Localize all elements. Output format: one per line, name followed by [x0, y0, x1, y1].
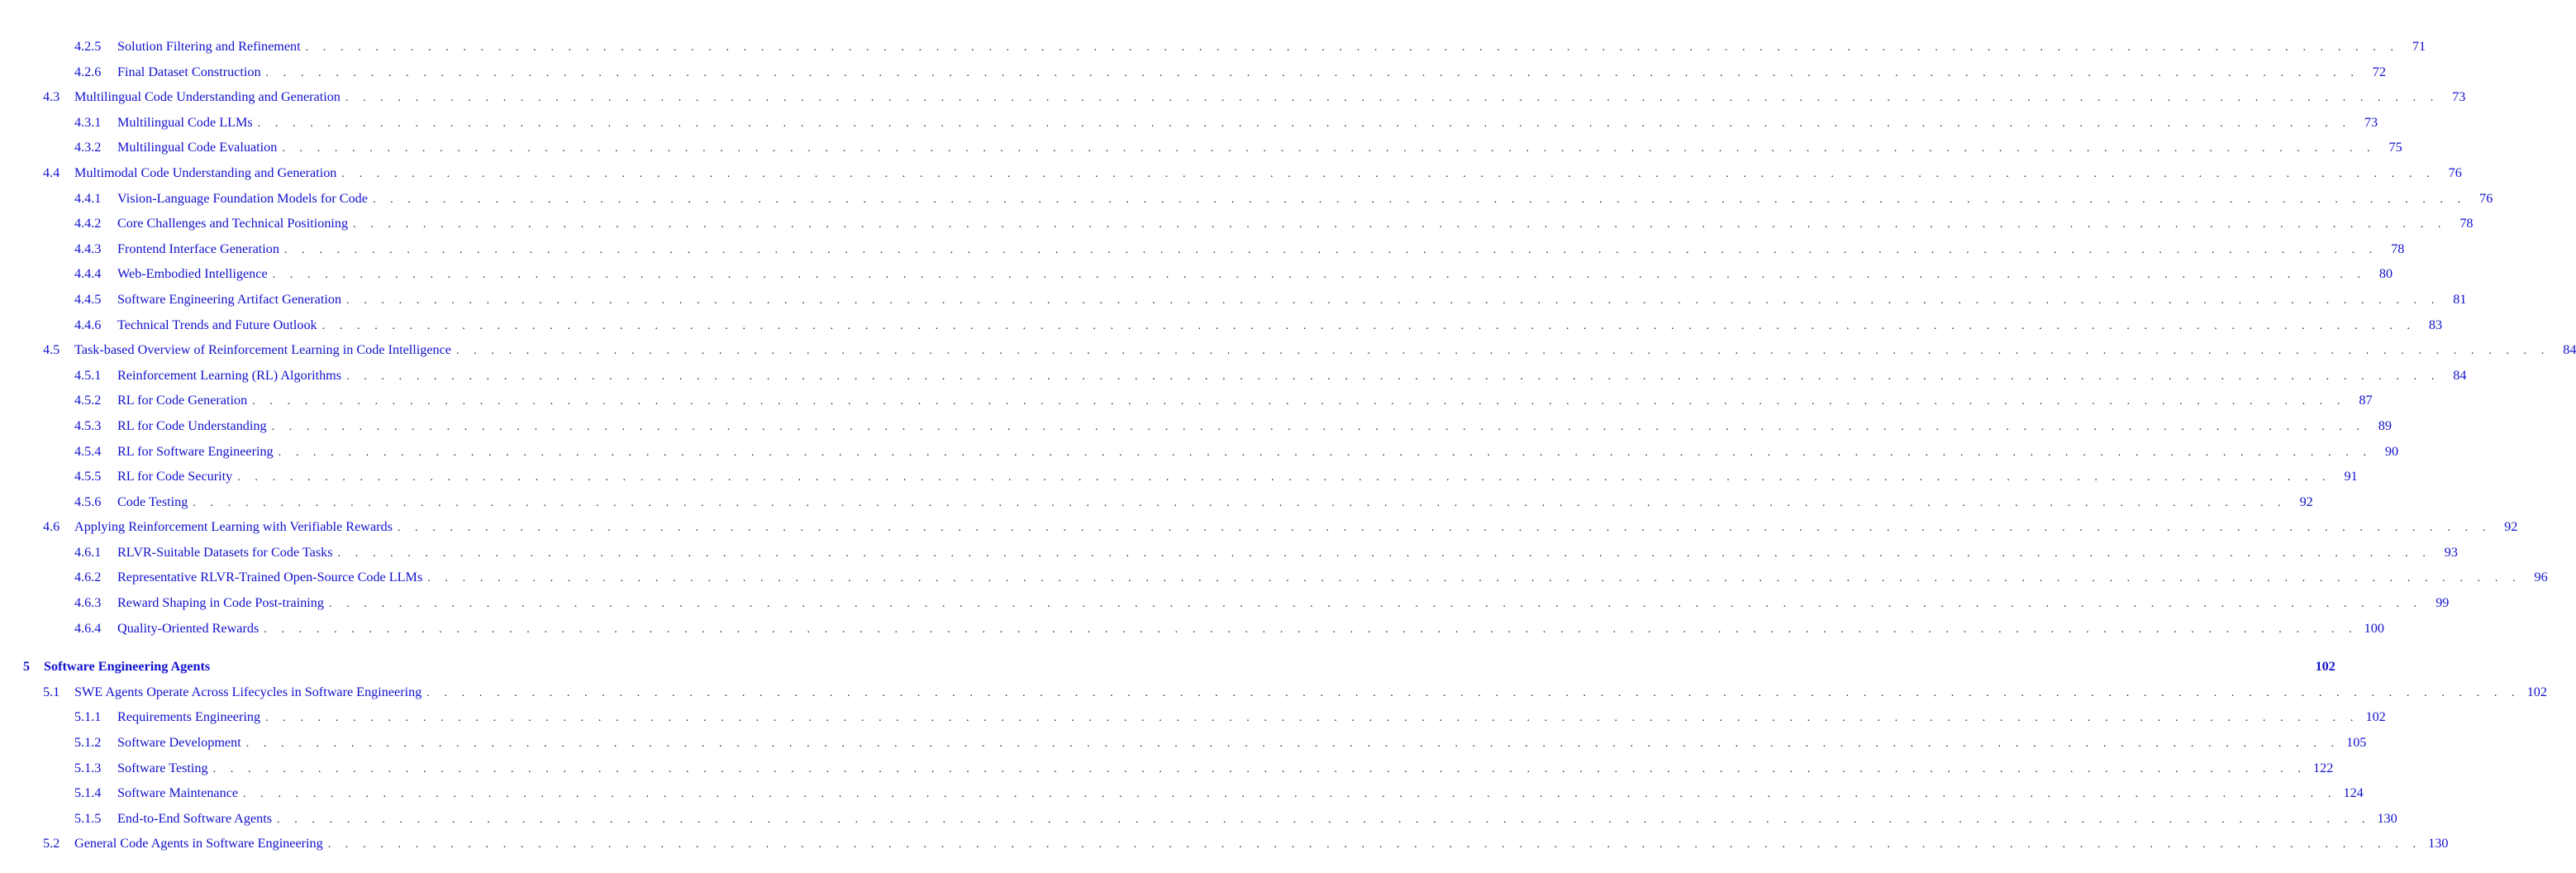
toc-entry-row[interactable] — [117, 186, 2493, 213]
leader-dots: . . . . . . . . . . . . . . . . . . . . . . . . . . . . . . . . . . . . . . . . . . . . . . . . . . . . . . . . . . . . . . . . . . . . . . . . . . . . . . . . . . . . . . . . . . . . . . . . . . . . . . . . . . . . . . . . . . . . . . . . — [328, 598, 2423, 611]
toc-entry-row[interactable] — [117, 261, 2393, 289]
toc-entry-number[interactable]: 4.5.5 — [74, 469, 102, 484]
toc-entry[interactable] — [0, 261, 2393, 287]
toc-entry[interactable] — [0, 211, 2474, 236]
leader-dots: . . . . . . . . . . . . . . . . . . . . . . . . . . . . . . . . . . . . . . . . . . . . . . . . . . . . . . . . . . . . . . . . . . . . . . . . . . . . . . . . . . . . . . . . . . . . . . . . . . . . . . . . . . . . . . . . . . . . . . . . — [278, 446, 2373, 459]
toc-entry-number[interactable]: 4.4.4 — [74, 266, 102, 282]
toc-entry-page[interactable]: 102 — [2365, 709, 2386, 725]
toc-entry-row[interactable] — [44, 654, 2336, 681]
toc-entry-number[interactable]: 4.4 — [43, 165, 60, 180]
toc-entry-page[interactable]: 73 — [2364, 114, 2378, 130]
toc-entry-row[interactable] — [117, 565, 2548, 592]
toc-entry-page[interactable]: 84 — [2453, 367, 2467, 383]
leader-dots: . . . . . . . . . . . . . . . . . . . . . . . . . . . . . . . . . . . . . . . . . . . . . . . . . . . . . . . . . . . . . . . . . . . . . . . . . . . . . . . . . . . . . . . . . . . . . . . . . . . . . . . . . . . . . . . . . . . . . . . . — [346, 293, 2440, 307]
toc-entry-title[interactable]: Reward Shaping in Code Post-training — [117, 590, 329, 616]
toc-entry-number[interactable]: 5.1.5 — [74, 810, 102, 826]
toc-entry-row[interactable] — [117, 363, 2467, 390]
toc-entry[interactable] — [0, 514, 2518, 540]
toc-entry-title[interactable]: Software Maintenance — [117, 780, 243, 806]
toc-entry-title[interactable]: Software Engineering Agents — [44, 654, 215, 680]
toc-entry-page[interactable]: 84 — [2563, 342, 2576, 358]
toc-entry[interactable] — [0, 730, 2367, 756]
toc-entry-number[interactable]: 4.6.3 — [74, 595, 102, 611]
toc-entry-number[interactable]: 5.1.1 — [74, 709, 102, 725]
toc-entry[interactable] — [0, 540, 2458, 565]
toc-entry-number[interactable]: 4.4.2 — [74, 216, 102, 231]
toc-entry-title[interactable]: Software Development — [117, 730, 246, 756]
leader-dots: . . . . . . . . . . . . . . . . . . . . . . . . . . . . . . . . . . . . . . . . . . . . . . . . . . . . . . . . . . . . . . . . . . . . . . . . . . . . . . . . . . . . . . . . . . . . . . . . . . . . . . . . . . . . . . . . . . . . . . . . — [353, 218, 2447, 231]
toc-entry-row[interactable] — [117, 110, 2378, 137]
toc-entry-page[interactable]: 75 — [2388, 140, 2402, 155]
leader-dots: . . . . . . . . . . . . . . . . . . . . . . . . . . . . . . . . . . . . . . . . . . . . . . . . . . . . . . . . . . . . . . . . . . . . . . . . . . . . . . . . . . . . . . . . . . . . . . . . . . . . . . . . . . . . . . . . . . . . . . . . — [265, 712, 2359, 725]
leader-dots: . . . . . . . . . . . . . . . . . . . . . . . . . . . . . . . . . . . . . . . . . . . . . . . . . . . . . . . . . . . . . . . . . . . . . . . . . . . . . . . . . . . . . . . . . . . . . . . . . . . . . . . . . . . . . . . . . . . . . . . . — [426, 686, 2521, 699]
toc-entry[interactable] — [0, 84, 2466, 110]
toc-entry-number[interactable]: 4.2.6 — [74, 64, 102, 79]
leader-dots: . . . . . . . . . . . . . . . . . . . . . . . . . . . . . . . . . . . . . . . . . . . . . . . . . . . . . . . . . . . . . . . . . . . . . . . . . . . . . . . . . . . . . . . . . . . . . . . . . . . . . . . . . . . . . . . . . . . . . . . . — [265, 66, 2359, 79]
toc-entry-row[interactable] — [117, 388, 2373, 415]
toc-entry-number[interactable]: 4.5.1 — [74, 367, 102, 383]
toc-entry[interactable] — [0, 831, 2449, 856]
toc-entry-row[interactable] — [117, 34, 2426, 61]
toc-entry-row[interactable] — [117, 464, 2358, 491]
toc-entry-title[interactable]: Representative RLVR-Trained Open-Source Code LLMs — [117, 565, 427, 590]
toc-entry[interactable] — [0, 34, 2426, 60]
toc-entry-page[interactable]: 105 — [2346, 735, 2367, 751]
toc-entry-row[interactable] — [117, 806, 2397, 833]
toc-entry-number[interactable]: 4.5 — [43, 342, 60, 358]
toc-entry-number[interactable]: 4.6.1 — [74, 544, 102, 560]
toc-entry-title[interactable]: Final Dataset Construction — [117, 60, 266, 85]
toc-entry-row[interactable] — [74, 680, 2547, 707]
toc-entry-number[interactable]: 4.4.1 — [74, 190, 102, 206]
toc-entry-row[interactable] — [117, 616, 2384, 643]
toc-entry-number[interactable]: 5.1.3 — [74, 760, 102, 775]
toc-entry-title[interactable]: RL for Code Security — [117, 464, 237, 489]
toc-entry-title[interactable]: Quality-Oriented Rewards — [117, 616, 264, 642]
toc-entry-title[interactable]: RL for Code Generation — [117, 388, 252, 413]
toc-entry-row[interactable] — [117, 590, 2450, 618]
leader-dots: . . . . . . . . . . . . . . . . . . . . . . . . . . . . . . . . . . . . . . . . . . . . . . . . . . . . . . . . . . . . . . . . . . . . . . . . . . . . . . . . . . . . . . . . . . . . . . . . . . . . . . . . . . . . . . . . . . . . . . . . — [193, 496, 2287, 509]
table-of-contents — [0, 34, 2576, 856]
toc-entry[interactable] — [0, 489, 2313, 515]
toc-entry-title[interactable]: End-to-End Software Agents — [117, 806, 277, 832]
leader-dots: . . . . . . . . . . . . . . . . . . . . . . . . . . . . . . . . . . . . . . . . . . . . . . . . . . . . . . . . . . . . . . . . . . . . . . . . . . . . . . . . . . . . . . . . . . . . . . . . . . . . . . . . . . . . . . . . . . . . . . . . — [282, 142, 2376, 155]
toc-entry[interactable] — [0, 110, 2378, 136]
toc-entry-row[interactable] — [74, 514, 2518, 541]
toc-entry-page[interactable]: 89 — [2378, 417, 2392, 433]
toc-entry-page[interactable]: 83 — [2428, 317, 2443, 332]
toc-entry-number[interactable]: 4.6.2 — [74, 570, 102, 585]
leader-dots: . . . . . . . . . . . . . . . . . . . . . . . . . . . . . . . . . . . . . . . . . . . . . . . . . . . . . . . . . . . . . . . . . . . . . . . . . . . . . . . . . . . . . . . . . . . . . . . . . . . . . . . . . . . . . . . . . . . . . . . . — [341, 167, 2436, 180]
toc-entry-row[interactable] — [117, 704, 2386, 732]
toc-entry-title[interactable]: SWE Agents Operate Across Lifecycles in Software Engineering — [74, 680, 426, 705]
toc-entry-row[interactable] — [117, 756, 2334, 783]
leader-dots: . . . . . . . . . . . . . . . . . . . . . . . . . . . . . . . . . . . . . . . . . . . . . . . . . . . . . . . . . . . . . . . . . . . . . . . . . . . . . . . . . . . . . . . . . . . . . . . . . . . . . . . . . . . . . . . . . . . . . . . . — [397, 522, 2492, 535]
toc-entry-title[interactable]: Multilingual Code LLMs — [117, 110, 258, 136]
toc-entry[interactable] — [0, 756, 2334, 781]
leader-dots: . . . . . . . . . . . . . . . . . . . . . . . . . . . . . . . . . . . . . . . . . . . . . . . . . . . . . . . . . . . . . . . . . . . . . . . . . . . . . . . . . . . . . . . . . . . . . . . . . . . . . . . . . . . . . . . . . . . . . . . . — [277, 813, 2371, 826]
toc-entry-page[interactable]: 130 — [2428, 836, 2449, 852]
toc-entry-title[interactable]: Web-Embodied Intelligence — [117, 261, 273, 287]
leader-dots: . . . . . . . . . . . . . . . . . . . . . . . . . . . . . . . . . . . . . . . . . . . . . . . . . . . . . . . . . . . . . . . . . . . . . . . . . . . . . . . . . . . . . . . . . . . . . . . . . . . . . . . . . . . . . . . . . . . . . . . . — [346, 370, 2440, 383]
toc-entry[interactable] — [0, 186, 2493, 212]
toc-entry[interactable] — [0, 565, 2548, 590]
toc-entry-row[interactable] — [117, 135, 2402, 162]
leader-dots: . . . . . . . . . . . . . . . . . . . . . . . . . . . . . . . . . . . . . . . . . . . . . . . . . . . . . . . . . . . . . . . . . . . . . . . . . . . . . . . . . . . . . . . . . . . . . . . . . . . . . . . . . . . . . . . . . . . . . . . . — [345, 92, 2440, 105]
toc-entry-title[interactable]: Task-based Overview of Reinforcement Learning in Code Intelligence — [74, 337, 456, 363]
toc-entry-row[interactable] — [117, 211, 2474, 238]
toc-entry-number[interactable]: 4.3 — [43, 89, 60, 105]
toc-entry-row[interactable] — [117, 287, 2467, 314]
leader-dots: . . . . . . . . . . . . . . . . . . . . . . . . . . . . . . . . . . . . . . . . . . . . . . . . . . . . . . . . . . . . . . . . . . . . . . . . . . . . . . . . . . . . . . . . . . . . . . . . . . . . . . . . . . . . . . . . . . . . . . . . — [327, 838, 2422, 852]
toc-entry-number[interactable]: 5.1.4 — [74, 785, 102, 801]
toc-entry-page[interactable]: 92 — [2299, 494, 2313, 509]
toc-entry-row[interactable] — [74, 831, 2449, 858]
toc-entry-number[interactable]: 4.5.4 — [74, 443, 102, 459]
toc-entry[interactable] — [0, 236, 2405, 262]
section-gap — [0, 641, 601, 654]
leader-dots: . . . . . . . . . . . . . . . . . . . . . . . . . . . . . . . . . . . . . . . . . . . . . . . . . . . . . . . . . . . . . . . . . . . . . . . . . . . . . . . . . . . . . . . . . . . . . . . . . . . . . . . . . . . . . . . . . . . . . . . . — [283, 243, 2378, 256]
leader-dots: . . . . . . . . . . . . . . . . . . . . . . . . . . . . . . . . . . . . . . . . . . . . . . . . . . . . . . . . . . . . . . . . . . . . . . . . . . . . . . . . . . . . . . . . . . . . . . . . . . . . . . . . . . . . . . . . . . . . . . . . — [337, 546, 2431, 560]
toc-entry-page[interactable]: 124 — [2343, 785, 2364, 801]
toc-entry[interactable] — [0, 312, 2443, 338]
toc-entry-title[interactable]: Solution Filtering and Refinement — [117, 34, 306, 60]
toc-entry-title[interactable]: Frontend Interface Generation — [117, 236, 284, 262]
toc-entry[interactable] — [0, 160, 2462, 186]
toc-entry[interactable] — [0, 135, 2402, 160]
toc-entry[interactable] — [0, 680, 2547, 705]
toc-entry-row[interactable] — [117, 489, 2313, 517]
toc-entry-row[interactable] — [117, 780, 2364, 808]
toc-entry-page[interactable]: 73 — [2452, 89, 2466, 105]
toc-entry-row[interactable] — [74, 84, 2466, 112]
toc-entry-row[interactable] — [117, 413, 2392, 441]
toc-entry-page[interactable]: 102 — [2315, 659, 2336, 675]
leader-dots: . . . . . . . . . . . . . . . . . . . . . . . . . . . . . . . . . . . . . . . . . . . . . . . . . . . . . . . . . . . . . . . . . . . . . . . . . . . . . . . . . . . . . . . . . . . . . . . . . . . . . . . . . . . . . . . . . . . . . . . . — [243, 788, 2337, 801]
toc-entry-page[interactable]: 91 — [2344, 469, 2358, 484]
toc-entry-number[interactable]: 4.3.2 — [74, 140, 102, 155]
toc-entry-page[interactable]: 130 — [2377, 810, 2397, 826]
toc-entry[interactable] — [0, 287, 2467, 312]
leader-dots: . . . . . . . . . . . . . . . . . . . . . . . . . . . . . . . . . . . . . . . . . . . . . . . . . . . . . . . . . . . . . . . . . . . . . . . . . . . . . . . . . . . . . . . . . . . . . . . . . . . . . . . . . . . . . . . . . . . . . . . . — [257, 117, 2352, 130]
toc-entry-title[interactable]: Code Testing — [117, 489, 193, 515]
toc-entry-number[interactable]: 5.1.2 — [74, 735, 102, 751]
toc-entry[interactable] — [0, 60, 2386, 85]
toc-entry-row[interactable] — [117, 312, 2443, 340]
toc-entry-page[interactable]: 78 — [2391, 241, 2405, 256]
toc-entry-row[interactable] — [117, 236, 2405, 264]
toc-entry-title[interactable]: RL for Code Understanding — [117, 413, 272, 439]
toc-entry-number[interactable]: 4.5.2 — [74, 393, 102, 408]
toc-entry-row[interactable] — [117, 730, 2367, 757]
toc-entry-page[interactable]: 76 — [2448, 165, 2462, 180]
toc-entry-page[interactable]: 102 — [2526, 684, 2547, 699]
toc-entry-title[interactable]: Software Engineering Artifact Generation — [117, 287, 346, 312]
toc-entry-page[interactable]: 72 — [2372, 64, 2386, 79]
toc-entry-page[interactable]: 80 — [2378, 266, 2393, 282]
toc-entry-number[interactable]: 4.6 — [43, 519, 60, 535]
toc-entry-page[interactable]: 93 — [2444, 544, 2458, 560]
toc-entry[interactable] — [0, 654, 2336, 680]
toc-entry[interactable] — [0, 464, 2358, 489]
toc-entry-title[interactable]: Software Testing — [117, 756, 213, 781]
toc-entry-page[interactable]: 87 — [2359, 393, 2373, 408]
toc-entry-row[interactable] — [117, 540, 2458, 567]
toc-entry[interactable] — [0, 439, 2399, 465]
toc-entry-title[interactable]: Requirements Engineering — [117, 704, 265, 730]
toc-entry[interactable] — [0, 616, 2384, 642]
toc-entry-page[interactable]: 78 — [2459, 216, 2474, 231]
toc-entry-title[interactable]: RL for Software Engineering — [117, 439, 279, 465]
toc-entry-title[interactable]: Core Challenges and Technical Positioning — [117, 211, 353, 236]
toc-entry-number[interactable]: 4.4.3 — [74, 241, 102, 256]
toc-entry-number[interactable]: 4.4.6 — [74, 317, 102, 332]
toc-entry-page[interactable]: 92 — [2504, 519, 2518, 535]
toc-entry[interactable] — [0, 806, 2397, 832]
toc-entry-number[interactable]: 4.5.3 — [74, 417, 102, 433]
toc-entry-number[interactable]: 4.3.1 — [74, 114, 102, 130]
toc-entry-title[interactable]: Multilingual Code Understanding and Generation — [74, 84, 345, 110]
toc-entry[interactable] — [0, 388, 2373, 413]
toc-entry[interactable] — [0, 780, 2364, 806]
toc-entry-title[interactable]: General Code Agents in Software Engineering — [74, 831, 328, 856]
toc-entry[interactable] — [0, 590, 2450, 616]
toc-entry-title[interactable]: Technical Trends and Future Outlook — [117, 312, 322, 338]
toc-entry-number[interactable]: 5.1 — [43, 684, 60, 699]
leader-dots: . . . . . . . . . . . . . . . . . . . . . . . . . . . . . . . . . . . . . . . . . . . . . . . . . . . . . . . . . . . . . . . . . . . . . . . . . . . . . . . . . . . . . . . . . . . . . . . . . . . . . . . . . . . . . . . . . . . . . . . . — [305, 41, 2400, 54]
toc-entry-page[interactable]: 99 — [2436, 595, 2450, 611]
toc-entry-row[interactable] — [117, 439, 2399, 466]
leader-dots: . . . . . . . . . . . . . . . . . . . . . . . . . . . . . . . . . . . . . . . . . . . . . . . . . . . . . . . . . . . . . . . . . . . . . . . . . . . . . . . . . . . . . . . . . . . . . . . . . . . . . . . . . . . . . . . . . . . . . . . . — [272, 269, 2367, 282]
toc-entry-page[interactable]: 90 — [2384, 443, 2399, 459]
toc-entry-number[interactable]: 4.5.6 — [74, 494, 102, 509]
toc-entry[interactable] — [0, 337, 2576, 363]
toc-entry-title[interactable]: Multilingual Code Evaluation — [117, 135, 282, 160]
leader-dots: . . . . . . . . . . . . . . . . . . . . . . . . . . . . . . . . . . . . . . . . . . . . . . . . . . . . . . . . . . . . . . . . . . . . . . . . . . . . . . . . . . . . . . . . . . . . . . . . . . . . . . . . . . . . . . . . . . . . . . . . — [372, 193, 2467, 206]
leader-dots: . . . . . . . . . . . . . . . . . . . . . . . . . . . . . . . . . . . . . . . . . . . . . . . . . . . . . . . . . . . . . . . . . . . . . . . . . . . . . . . . . . . . . . . . . . . . . . . . . . . . . . . . . . . . . . . . . . . . . . . . — [212, 762, 2307, 775]
toc-entry-number[interactable]: 5.2 — [43, 836, 60, 852]
toc-entry-title[interactable]: Vision-Language Foundation Models for Code — [117, 186, 373, 212]
toc-entry-number[interactable]: 4.2.5 — [74, 39, 102, 54]
toc-entry-title[interactable]: Multimodal Code Understanding and Generation — [74, 160, 341, 186]
toc-entry-page[interactable]: 81 — [2453, 291, 2467, 307]
toc-entry-row[interactable] — [74, 160, 2462, 188]
toc-entry-number[interactable]: 5 — [23, 659, 31, 675]
toc-entry-number[interactable]: 4.4.5 — [74, 291, 102, 307]
leader-dots: . . . . . . . . . . . . . . . . . . . . . . . . . . . . . . . . . . . . . . . . . . . . . . . . . . . . . . . . . . . . . . . . . . . . . . . . . . . . . . . . . . . . . . . . . . . . . . . . . . . . . . . . . . . . . . . . . . . . . . . . — [271, 420, 2365, 433]
toc-entry-page[interactable]: 71 — [2412, 39, 2426, 54]
leader-dots: . . . . . . . . . . . . . . . . . . . . . . . . . . . . . . . . . . . . . . . . . . . . . . . . . . . . . . . . . . . . . . . . . . . . . . . . . . . . . . . . . . . . . . . . . . . . . . . . . . . . . . . . . . . . . . . . . . . . . . . . — [245, 737, 2340, 751]
toc-entry-page[interactable]: 76 — [2479, 190, 2493, 206]
toc-entry-row[interactable] — [74, 337, 2576, 365]
toc-entry-title[interactable]: Reinforcement Learning (RL) Algorithms — [117, 363, 346, 389]
toc-entry-title[interactable]: Applying Reinforcement Learning with Verifiable Rewards — [74, 514, 398, 540]
leader-dots: . . . . . . . . . . . . . . . . . . . . . . . . . . . . . . . . . . . . . . . . . . . . . . . . . . . . . . . . . . . . . . . . . . . . . . . . . . . . . . . . . . . . . . . . . . . . . . . . . . . . . . . . . . . . . . . . . . . . . . . . — [252, 395, 2346, 408]
toc-entry-page[interactable]: 100 — [2364, 620, 2384, 636]
leader-dots: . . . . . . . . . . . . . . . . . . . . . . . . . . . . . . . . . . . . . . . . . . . . . . . . . . . . . . . . . . . . . . . . . . . . . . . . . . . . . . . . . . . . . . . . . . . . . . . . . . . . . . . . . . . . . . . . . . . . . . . . — [237, 471, 2331, 484]
leader-dots: . . . . . . . . . . . . . . . . . . . . . . . . . . . . . . . . . . . . . . . . . . . . . . . . . . . . . . . . . . . . . . . . . . . . . . . . . . . . . . . . . . . . . . . . . . . . . . . . . . . . . . . . . . . . . . . . . . . . . . . . — [456, 345, 2550, 358]
toc-entry-page[interactable]: 96 — [2534, 570, 2548, 585]
toc-entry[interactable] — [0, 363, 2467, 389]
toc-entry-title[interactable]: RLVR-Suitable Datasets for Code Tasks — [117, 540, 338, 565]
leader-dots: . . . . . . . . . . . . . . . . . . . . . . . . . . . . . . . . . . . . . . . . . . . . . . . . . . . . . . . . . . . . . . . . . . . . . . . . . . . . . . . . . . . . . . . . . . . . . . . . . . . . . . . . . . . . . . . . . . . . . . . . — [427, 572, 2521, 585]
toc-entry[interactable] — [0, 704, 2386, 730]
leader-dots: . . . . . . . . . . . . . . . . . . . . . . . . . . . . . . . . . . . . . . . . . . . . . . . . . . . . . . . . . . . . . . . . . . . . . . . . . . . . . . . . . . . . . . . . . . . . . . . . . . . . . . . . . . . . . . . . . . . . . . . . — [264, 623, 2358, 636]
toc-entry-number[interactable]: 4.6.4 — [74, 620, 102, 636]
toc-entry-page[interactable]: 122 — [2313, 760, 2334, 775]
toc-entry[interactable] — [0, 413, 2392, 439]
leader-dots: . . . . . . . . . . . . . . . . . . . . . . . . . . . . . . . . . . . . . . . . . . . . . . . . . . . . . . . . . . . . . . . . . . . . . . . . . . . . . . . . . . . . . . . . . . . . . . . . . . . . . . . . . . . . . . . . . . . . . . . . — [321, 319, 2416, 332]
toc-entry-row[interactable] — [117, 60, 2386, 87]
